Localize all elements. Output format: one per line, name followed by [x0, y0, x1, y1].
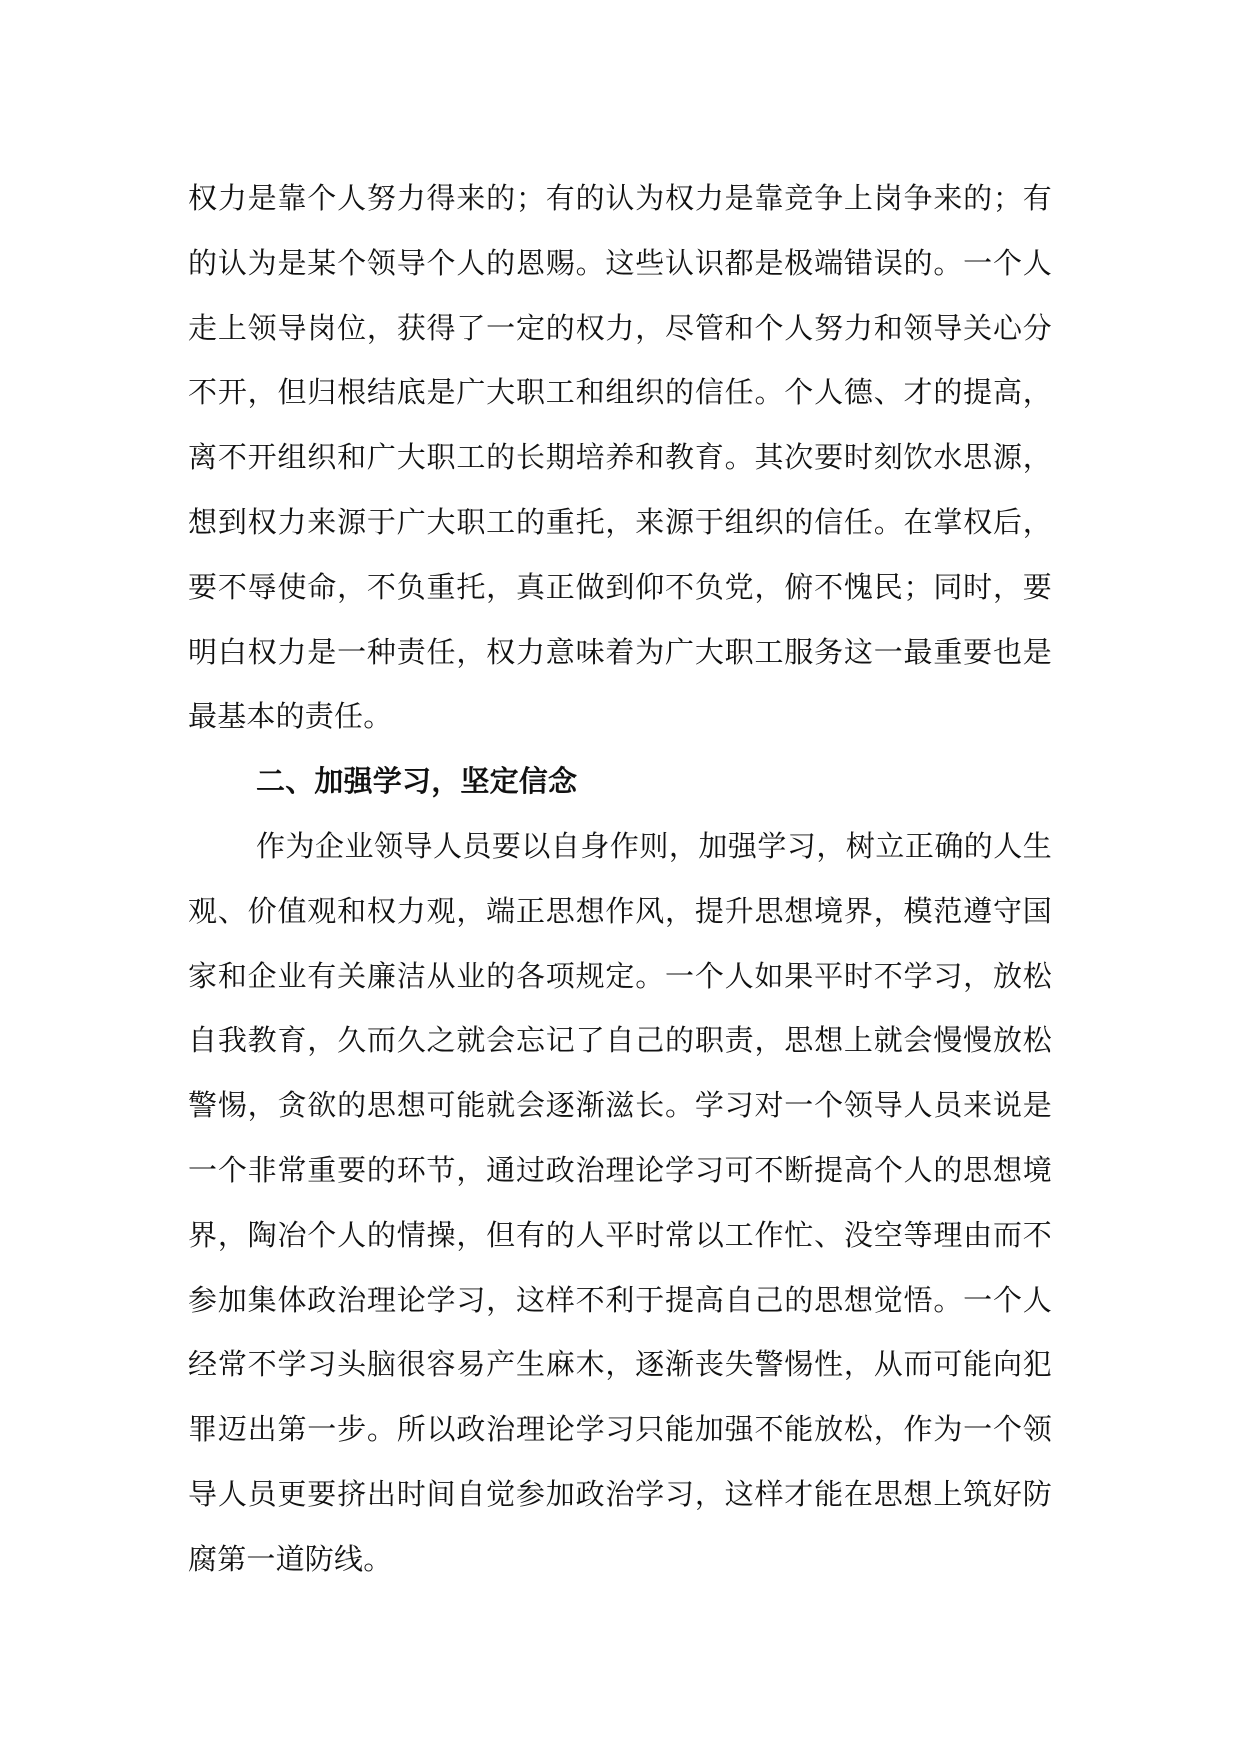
paragraph-line: 警惕，贪欲的思想可能就会逐渐滋长。学习对一个领导人员来说是	[188, 1088, 1052, 1123]
paragraph-line: 观、价值观和权力观，端正思想作风，提升思想境界，模范遵守国	[188, 893, 1052, 928]
paragraph-line: 导人员更要挤出时间自觉参加政治学习，这样才能在思想上筑好防	[188, 1476, 1052, 1511]
section-heading: 二、加强学习，坚定信念	[256, 764, 578, 799]
paragraph-line: 要不辱使命，不负重托，真正做到仰不负党，俯不愧民；同时，要	[188, 569, 1052, 604]
paragraph-line: 自我教育，久而久之就会忘记了自己的职责，思想上就会慢慢放松	[188, 1023, 1052, 1058]
paragraph-line: 作为企业领导人员要以自身作则，加强学习，树立正确的人生	[256, 828, 1052, 863]
paragraph-line: 腐第一道防线。	[188, 1541, 393, 1576]
paragraph-line: 想到权力来源于广大职工的重托，来源于组织的信任。在掌权后，	[188, 504, 1052, 539]
paragraph-line: 权力是靠个人努力得来的；有的认为权力是靠竞争上岗争来的；有	[188, 181, 1052, 215]
paragraph-1	[188, 166, 1052, 749]
paragraph-2	[188, 814, 1052, 1592]
document-body	[188, 166, 1052, 1592]
paragraph-line: 明白权力是一种责任，权力意味着为广大职工服务这一最重要也是	[188, 634, 1052, 669]
paragraph-line: 罪迈出第一步。所以政治理论学习只能加强不能放松，作为一个领	[188, 1412, 1052, 1447]
paragraph-line: 家和企业有关廉洁从业的各项规定。一个人如果平时不学习，放松	[188, 958, 1052, 993]
paragraph-line: 参加集体政治理论学习，这样不利于提高自己的思想觉悟。一个人	[188, 1282, 1052, 1317]
paragraph-line: 经常不学习头脑很容易产生麻木，逐渐丧失警惕性，从而可能向犯	[188, 1347, 1052, 1382]
paragraph-line: 的认为是某个领导个人的恩赐。这些认识都是极端错误的。一个人	[188, 245, 1052, 280]
paragraph-line: 界，陶冶个人的情操，但有的人平时常以工作忙、没空等理由而不	[188, 1217, 1052, 1252]
paragraph-line: 一个非常重要的环节，通过政治理论学习可不断提高个人的思想境	[188, 1152, 1052, 1187]
paragraph-line: 最基本的责任。	[188, 699, 393, 734]
paragraph-line: 走上领导岗位，获得了一定的权力，尽管和个人努力和领导关心分	[188, 310, 1052, 345]
paragraph-line: 不开，但归根结底是广大职工和组织的信任。个人德、才的提高，	[188, 375, 1052, 410]
paragraph-line: 离不开组织和广大职工的长期培养和教育。其次要时刻饮水思源，	[188, 440, 1052, 475]
